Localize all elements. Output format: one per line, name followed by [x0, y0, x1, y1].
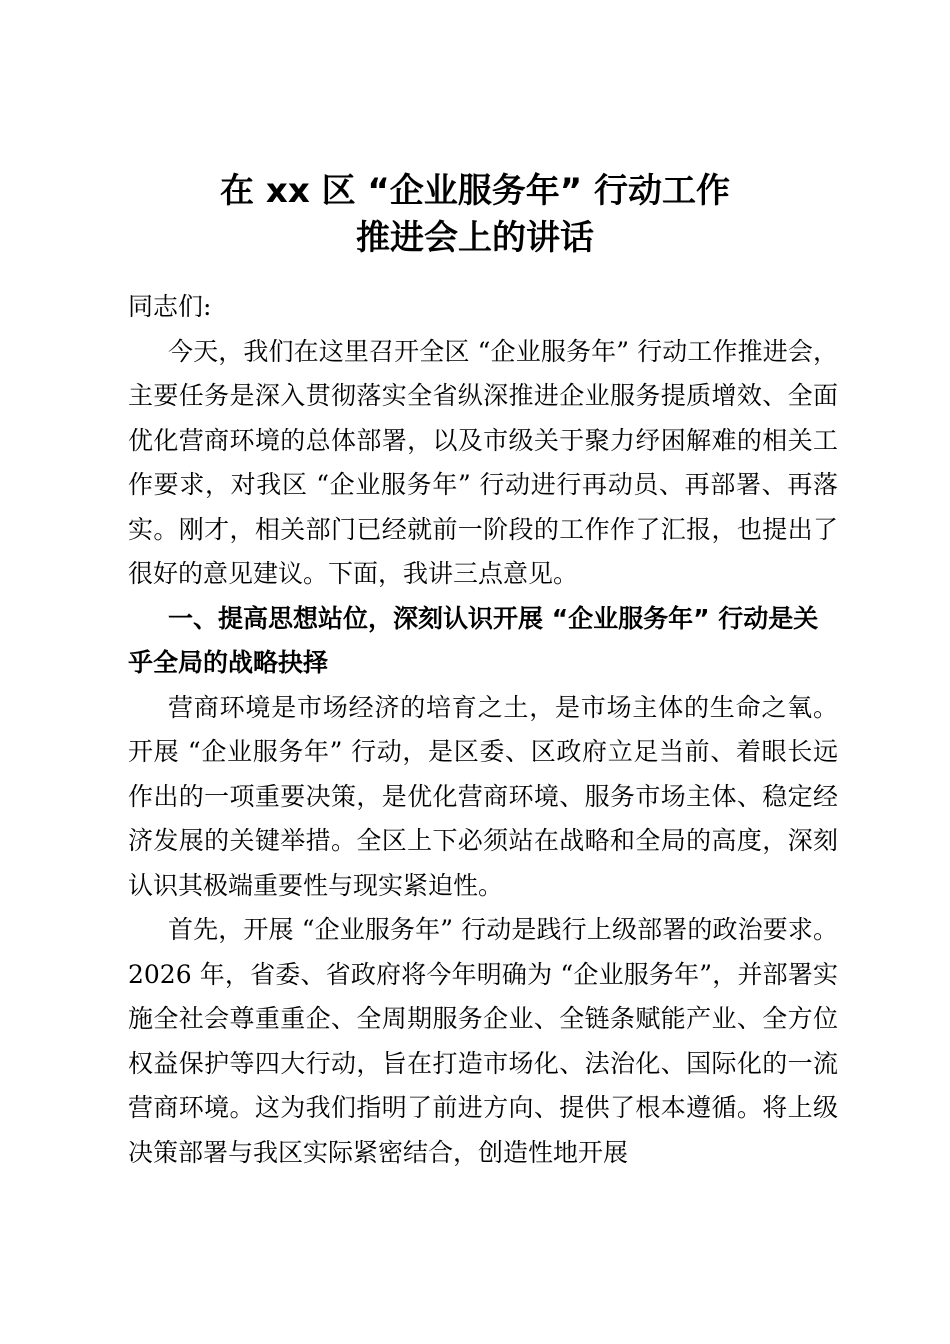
document-title-line-1: 在 xx 区 “企业服务年” 行动工作 — [220, 171, 730, 211]
document-title-line-2: 推进会上的讲话 — [356, 218, 594, 258]
paragraph-business-environment: 营商环境是市场经济的培育之土，是市场主体的生命之氧。开展 “企业服务年” 行动，是区委、区政府立足当前、着眼长远作出的一项重要决策，是优化营商环境、服务市场主体、稳定经济发展的关键举措。全区上下必须站在战略和全局的高度，深刻认识其极端重要性与现实紧迫性。 — [128, 692, 838, 900]
salutation: 同志们: — [128, 292, 212, 321]
section-heading-1: 一、提高思想站位，深刻认识开展 “企业服务年” 行动是关乎全局的战略抉择 — [128, 603, 819, 677]
paragraph-opening: 今天，我们在这里召开全区 “企业服务年” 行动工作推进会，主要任务是深入贯彻落实全省纵深推进企业服务提质增效、全面优化营商环境的总体部署，以及市级关于聚力纾困解难的相关工作要求，对我区 “企业服务年” 行动进行再动员、再部署、再落实。刚才，相关部门已经就前一阶段的工作作了汇报，也提出了很好的意见建议。下面，我讲三点意见。 — [128, 336, 838, 588]
paragraph-first-point: 首先，开展 “企业服务年” 行动是践行上级部署的政治要求。2026 年，省委、省政府将今年明确为 “企业服务年”，并部署实施全社会尊重重企、全周期服务企业、全链条赋能产业、全方位权益保护等四大行动，旨在打造市场化、法治化、国际化的一流营商环境。这为我们指明了前进方向、提供了根本遵循。将上级决策部署与我区实际紧密结合，创造性地开展 — [128, 915, 838, 1167]
document-body — [128, 285, 838, 1175]
